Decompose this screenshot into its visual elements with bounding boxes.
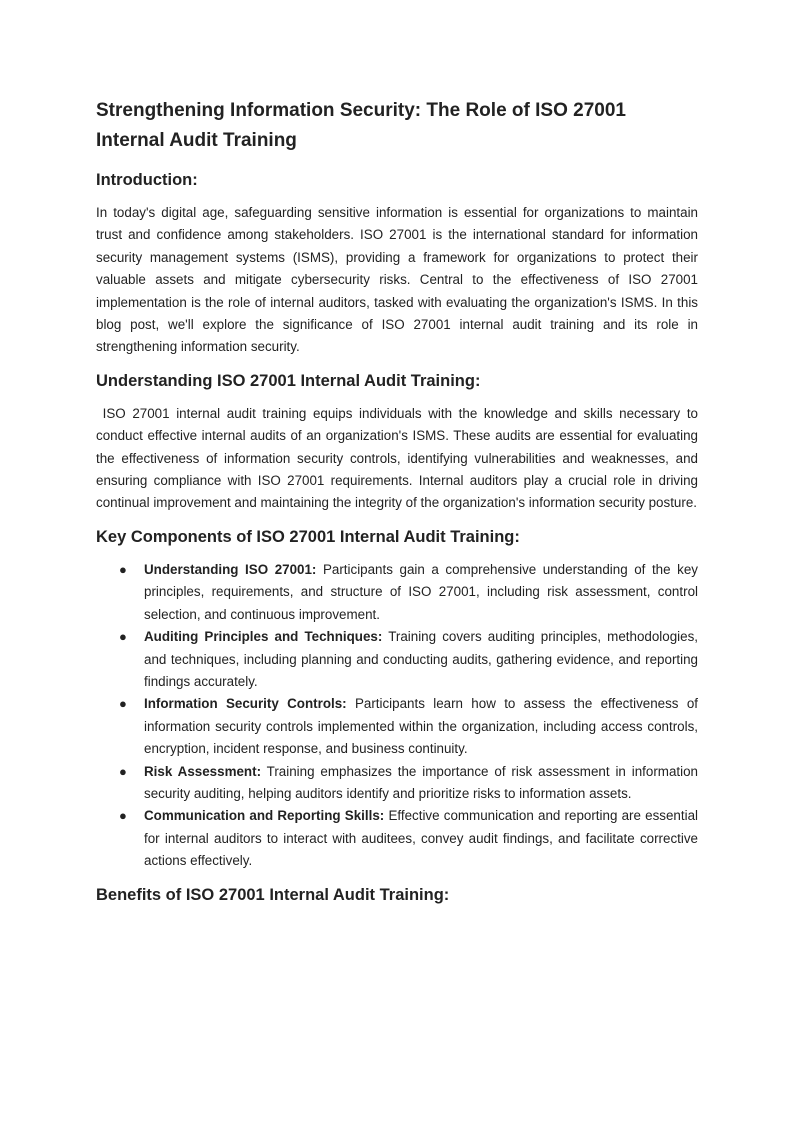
bullet-icon: ● [119, 561, 127, 577]
understanding-paragraph: ISO 27001 internal audit training equips individuals with the knowledge and skills necessary to conduct effective internal audits of an organization's ISMS. These audits are essential for evaluating the effectiveness of information security controls, identifying vulnerabilities and weaknesses, and ensuring compliance with ISO 27001 requirements. Internal auditors play a crucial role in driving continual improvement and maintaining the integrity of the organization's information security posture. [96, 405, 702, 511]
components-list [96, 559, 698, 873]
list-item-label: Risk Assessment: [144, 763, 262, 779]
intro-paragraph: In today's digital age, safeguarding sensitive information is essential for organizations to maintain trust and confidence among stakeholders. ISO 27001 is the international standard for information security management systems (ISMS), providing a framework for organizations to protect their valuable assets and mitigate cybersecurity risks. Central to the effectiveness of ISO 27001 implementation is the role of internal auditors, tasked with evaluating the organization's ISMS. In this blog post, we'll explore the significance of ISO 27001 internal audit training and its role in strengthening information security. [96, 205, 698, 355]
list-item-text: Effective communication and reporting are essential for internal auditors to interact with auditees, convey audit findings, and facilitate corrective actions effectively. [144, 808, 698, 869]
list-item-label: Understanding ISO 27001: [144, 561, 317, 577]
list-item-label: Communication and Reporting Skills: [144, 808, 385, 824]
list-item-text: Participants learn how to assess the effectiveness of information security controls implemented within the organization, including access controls, encryption, incident response, and business continuity. [144, 696, 698, 757]
list-item-label: Information Security Controls: [144, 696, 347, 712]
list-item-text: Training emphasizes the importance of risk assessment in information security auditing, helping auditors identify and prioritize risks to information assets. [144, 763, 698, 801]
list-item [119, 805, 698, 872]
bullet-icon: ● [119, 629, 127, 645]
list-item [119, 626, 698, 693]
benefits-heading: Benefits of ISO 27001 Internal Audit Training: [96, 885, 450, 904]
bullet-icon: ● [119, 696, 127, 712]
intro-heading: Introduction: [96, 171, 198, 189]
document-title: Strengthening Information Security: The Role of ISO 27001 Internal Audit Training [96, 100, 626, 151]
bullet-icon: ● [119, 808, 127, 824]
list-item [119, 693, 698, 760]
list-item-label: Auditing Principles and Techniques: [144, 629, 383, 645]
list-item [119, 761, 698, 806]
bullet-icon: ● [119, 763, 127, 779]
list-item [119, 559, 698, 626]
list-item-text: Participants gain a comprehensive understanding of the key principles, requirements, and structure of ISO 27001, including risk assessment, control selection, and continuous improvement. [144, 561, 698, 622]
document-page [96, 96, 702, 917]
list-item-text: Training covers auditing principles, methodologies, and techniques, including planning and conducting audits, gathering evidence, and reporting findings accurately. [144, 629, 698, 689]
understanding-heading: Understanding ISO 27001 Internal Audit Training: [96, 371, 481, 390]
components-heading: Key Components of ISO 27001 Internal Audit Training: [96, 527, 520, 546]
